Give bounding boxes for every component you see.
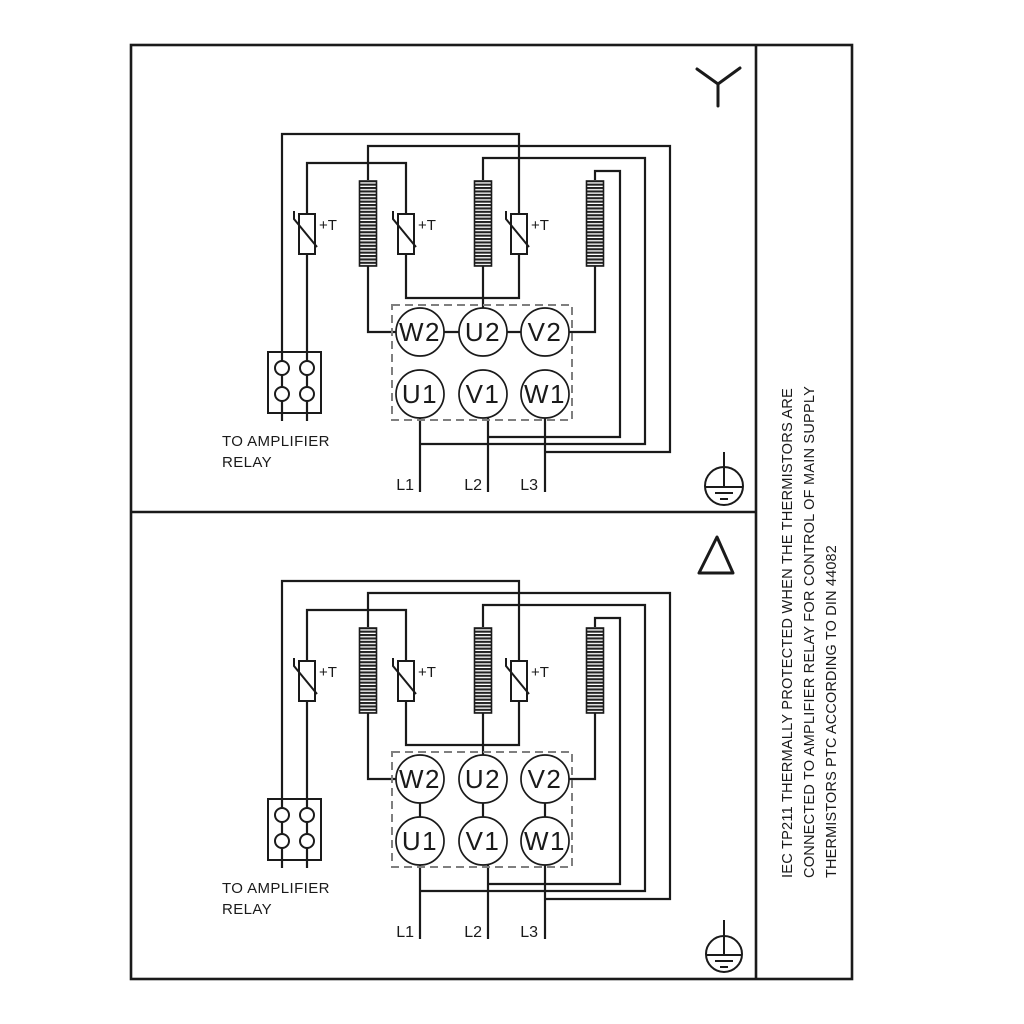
delta-bridge-links [420, 803, 545, 817]
relay-caption: RELAY [222, 454, 273, 471]
terminal-label: V2 [527, 317, 563, 347]
earth-ground-icon [705, 452, 743, 505]
thermistor-symbol [393, 211, 416, 254]
relay-caption: TO AMPLIFIER [222, 880, 330, 897]
side-note [780, 386, 840, 878]
relay-terminal-block [268, 799, 321, 860]
side-note-line: IEC TP211 THERMALLY PROTECTED WHEN THE THERMISTORS ARE [780, 391, 796, 878]
terminal-label: U2 [464, 317, 502, 347]
star-panel [222, 68, 743, 505]
delta-connection-icon [699, 537, 733, 573]
terminal-label: V1 [465, 379, 501, 409]
motor-winding-symbol [475, 628, 492, 713]
thermistor-label: +T [319, 664, 337, 681]
thermistor-symbol [506, 211, 529, 254]
terminal-label: U2 [464, 764, 502, 794]
motor-winding-symbol [587, 628, 604, 713]
terminal-label: W1 [524, 826, 566, 856]
supply-line-label: L2 [464, 924, 482, 941]
delta-panel [222, 537, 742, 972]
motor-winding-symbol [360, 628, 377, 713]
star-connection-icon [697, 68, 740, 106]
terminal-label: W1 [524, 379, 566, 409]
terminal-label: U1 [401, 826, 439, 856]
thermistor-symbol [294, 211, 317, 254]
relay-caption: RELAY [222, 901, 273, 918]
thermistor-symbol [393, 658, 416, 701]
terminal-label: W2 [399, 317, 441, 347]
relay-caption: TO AMPLIFIER [222, 433, 330, 450]
supply-line-label: L1 [396, 924, 414, 941]
thermistor-symbol [294, 658, 317, 701]
motor-winding-symbol [587, 181, 604, 266]
thermistor-label: +T [531, 217, 549, 234]
supply-line-label: L2 [464, 477, 482, 494]
thermistor-label: +T [418, 664, 436, 681]
side-note-line: THERMISTORS PTC ACCORDING TO DIN 44082 [824, 543, 840, 878]
motor-winding-symbol [475, 181, 492, 266]
thermistor-label: +T [319, 217, 337, 234]
supply-line-label: L1 [396, 477, 414, 494]
thermistor-symbol [506, 658, 529, 701]
terminal-label: U1 [401, 379, 439, 409]
side-note-line: CONNECTED TO AMPLIFIER RELAY FOR CONTROL OF MAIN SUPPLY [802, 387, 818, 878]
supply-line-label: L3 [520, 477, 538, 494]
motor-winding-symbol [360, 181, 377, 266]
terminal-label: W2 [399, 764, 441, 794]
earth-ground-icon [706, 920, 742, 972]
supply-line-label: L3 [520, 924, 538, 941]
terminal-label: V2 [527, 764, 563, 794]
relay-terminal-block [268, 352, 321, 413]
terminal-label: V1 [465, 826, 501, 856]
thermistor-label: +T [418, 217, 436, 234]
thermistor-label: +T [531, 664, 549, 681]
